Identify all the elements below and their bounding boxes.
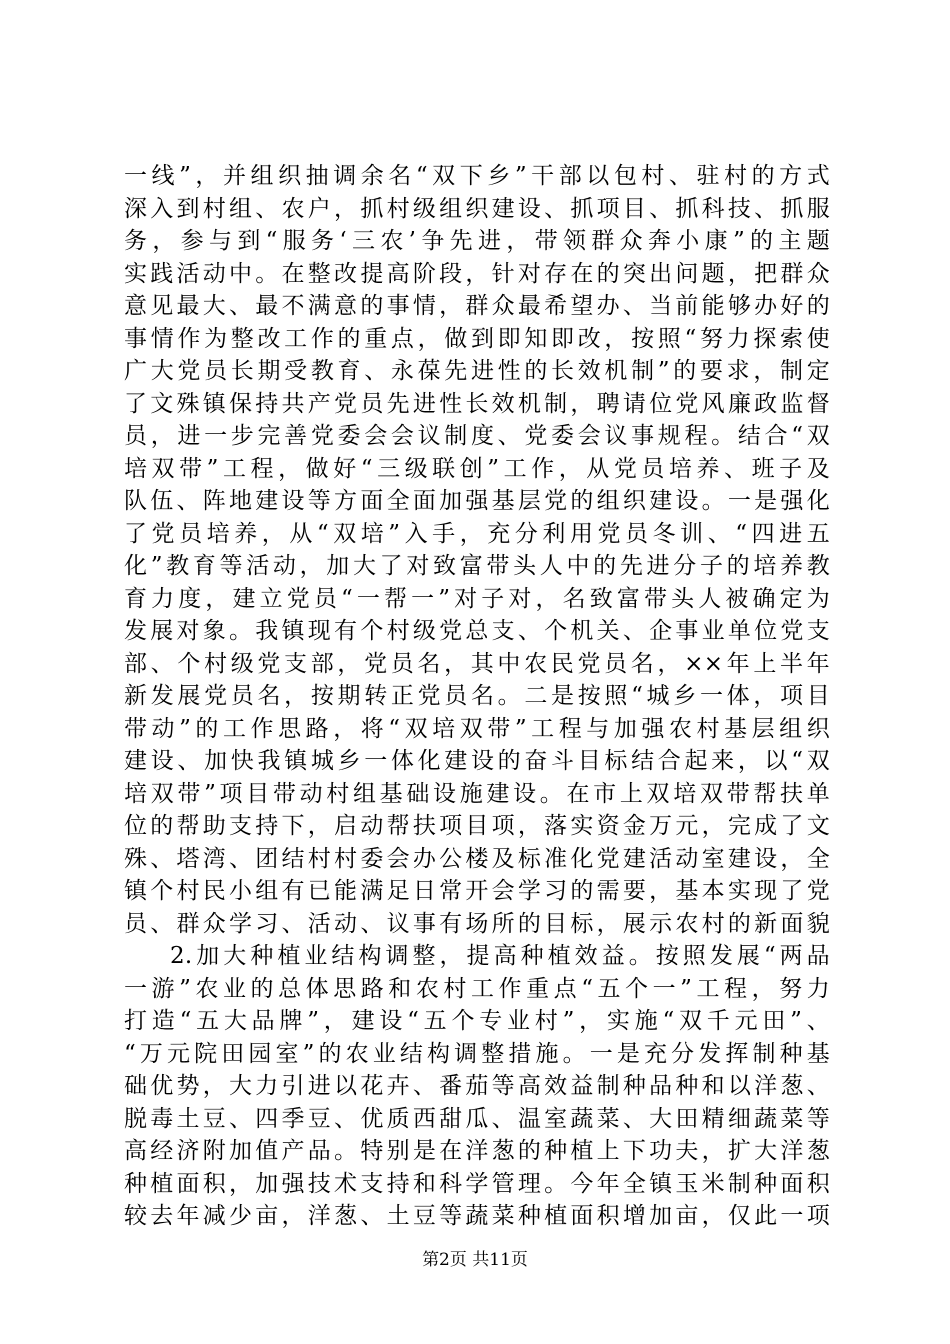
text-line: 化”教育等活动，加大了对致富带头人中的先进分子的培养教: [124, 553, 830, 579]
text-line: 员，进一步完善党委会会议制度、党委会议事规程。结合“双: [124, 423, 830, 449]
page-footer: [0, 1250, 950, 1270]
text-line: 种植面积，加强技术支持和科学管理。今年全镇玉米制种面积: [124, 1170, 830, 1197]
text-line: 了文殊镇保持共产党员先进性长效机制，聘请位党风廉政监督: [124, 390, 830, 417]
text-line: 员、群众学习、活动、议事有场所的目标，展示农村的新面貌: [124, 910, 830, 937]
text-line: “万元院田园室”的农业结构调整措施。一是充分发挥制种基: [124, 1040, 830, 1067]
text-line: 打造“五大品牌”，建设“五个专业村”，实施“双千元田”、: [124, 1008, 830, 1034]
text-line: 实践活动中。在整改提高阶段，针对存在的突出问题，把群众: [124, 260, 830, 287]
text-line: 一线”，并组织抽调余名“双下乡”干部以包村、驻村的方式: [124, 163, 830, 189]
text-line: 镇个村民小组有已能满足日常开会学习的需要，基本实现了党: [124, 878, 830, 904]
text-line: 础优势，大力引进以花卉、番茄等高效益制种品种和以洋葱、: [124, 1073, 830, 1099]
text-line: 新发展党员名，按期转正党员名。二是按照“城乡一体，项目: [124, 683, 830, 709]
paragraph-1: [124, 160, 830, 940]
text-line: 务，参与到“服务‘三农’争先进，带领群众奔小康”的主题: [124, 228, 830, 254]
text-line: 带动”的工作思路，将“双培双带”工程与加强农村基层组织: [124, 715, 830, 742]
text-line: 培双带”项目带动村组基础设施建设。在市上双培双带帮扶单: [124, 780, 830, 807]
text-line: 建设、加快我镇城乡一体化建设的奋斗目标结合起来，以“双: [124, 748, 830, 774]
text-line: 意见最大、最不满意的事情，群众最希望办、当前能够办好的: [124, 293, 830, 319]
text-line: 了党员培养，从“双培”入手，充分利用党员冬训、“四进五: [124, 520, 830, 547]
text-line: 高经济附加值产品。特别是在洋葱的种植上下功夫，扩大洋葱: [124, 1138, 830, 1164]
text-line: 殊、塔湾、团结村村委会办公楼及标准化党建活动室建设，全: [124, 845, 830, 872]
text-line: 培双带”工程，做好“三级联创”工作，从党员培养、班子及: [124, 455, 830, 482]
page-number-label: 第2页 共11页: [422, 1250, 528, 1270]
text-line: 队伍、阵地建设等方面全面加强基层党的组织建设。一是强化: [124, 488, 830, 514]
text-line: 较去年减少亩，洋葱、土豆等蔬菜种植面积增加亩，仅此一项: [124, 1203, 830, 1229]
text-line: 发展对象。我镇现有个村级党总支、个机关、企事业单位党支: [124, 618, 830, 644]
text-line: 一游”农业的总体思路和农村工作重点“五个一”工程，努力: [124, 975, 830, 1002]
text-line: 事情作为整改工作的重点，做到即知即改，按照“努力探索使: [124, 325, 830, 352]
text-line: 脱毒土豆、四季豆、优质西甜瓜、温室蔬菜、大田精细蔬菜等: [124, 1105, 830, 1132]
text-line: 广大党员长期受教育、永葆先进性的长效机制”的要求，制定: [124, 358, 830, 384]
paragraph-2: [124, 940, 830, 1233]
text-line: 部、个村级党支部，党员名，其中农民党员名，××年上半年: [124, 650, 830, 677]
text-line: 2.加大种植业结构调整，提高种植效益。按照发展“两品: [170, 943, 830, 969]
document-body: [124, 160, 830, 1233]
text-line: 深入到村组、农户，抓村级组织建设、抓项目、抓科技、抓服: [124, 195, 830, 222]
text-line: 位的帮助支持下，启动帮扶项目项，落实资金万元，完成了文: [124, 813, 830, 839]
text-line: 育力度，建立党员“一帮一”对子对，名致富带头人被确定为: [124, 585, 830, 612]
